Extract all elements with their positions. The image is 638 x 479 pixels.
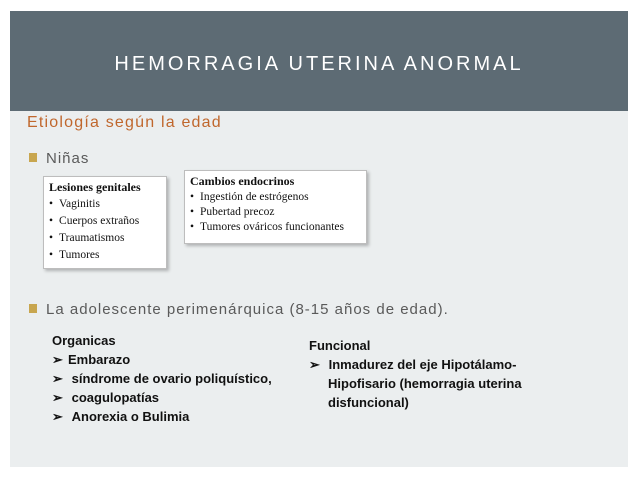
bullet-dot-icon: • [49, 215, 54, 227]
arrow-bullet-icon: ➢ [52, 390, 63, 405]
cambios-heading: Cambios endocrinos [190, 174, 295, 188]
bullet-dot-icon: • [190, 221, 195, 233]
organicas-heading: Organicas [52, 333, 116, 348]
list-item [49, 196, 166, 213]
bullet-dot-icon: • [49, 232, 54, 244]
lesiones-heading: Lesiones genitales [49, 180, 141, 194]
list-item [309, 355, 522, 374]
organicas-list [52, 332, 272, 426]
list-item-text: Tumores ováricos funcionantes [200, 221, 344, 233]
list-item-text: Traumatismos [59, 232, 125, 244]
bullet-dot-icon: • [190, 191, 195, 203]
list-item-text: Tumores [59, 249, 100, 261]
arrow-bullet-icon: ➢ [52, 409, 63, 424]
list-item-continuation: disfuncional) [328, 395, 409, 410]
list-item [49, 213, 166, 230]
list-item [52, 369, 272, 388]
bullet-ninas-text: Niñas [46, 150, 90, 167]
title-bar [10, 11, 628, 111]
arrow-bullet-icon: ➢ [52, 352, 63, 367]
funcional-list [309, 337, 522, 412]
list-item-text: Embarazo [68, 352, 131, 367]
arrow-bullet-icon: ➢ [52, 371, 63, 386]
list-item [49, 230, 166, 247]
bullet-adolescente-text: La adolescente perimenárquica (8-15 años de edad). [46, 301, 449, 318]
list-item-text: Anorexia o Bulimia [71, 409, 190, 424]
list-item-text: Vaginitis [59, 198, 100, 210]
list-item-text: coagulopatías [71, 390, 160, 405]
slide-title: HEMORRAGIA UTERINA ANORMAL [114, 53, 524, 75]
list-item-text: Pubertad precoz [200, 206, 275, 218]
list-item-continuation: Hipofisario (hemorragia uterina [328, 376, 522, 391]
list-item-text: síndrome de ovario poliquístico, [71, 371, 272, 386]
bullet-adolescente [29, 301, 449, 318]
list-item [52, 350, 272, 369]
funcional-heading: Funcional [309, 338, 371, 353]
list-item [190, 190, 366, 205]
list-item [49, 247, 166, 264]
list-item [52, 388, 272, 407]
lesiones-genitales-box [43, 176, 167, 269]
bullet-dot-icon: • [49, 198, 54, 210]
bullet-dot-icon: • [190, 206, 195, 218]
list-item [52, 407, 272, 426]
list-item-text: Cuerpos extraños [59, 215, 140, 227]
list-item-text: Ingestión de estrógenos [200, 191, 309, 203]
list-item [190, 220, 366, 235]
cambios-endocrinos-box [184, 170, 367, 244]
bullet-ninas [29, 150, 89, 167]
square-bullet-icon [29, 153, 37, 162]
slide-subtitle: Etiología según la edad [27, 114, 222, 131]
list-item-text: Inmadurez del eje Hipotálamo- [328, 357, 517, 372]
square-bullet-icon [29, 304, 37, 313]
bullet-dot-icon: • [49, 249, 54, 261]
arrow-bullet-icon: ➢ [309, 357, 320, 372]
list-item [190, 205, 366, 220]
